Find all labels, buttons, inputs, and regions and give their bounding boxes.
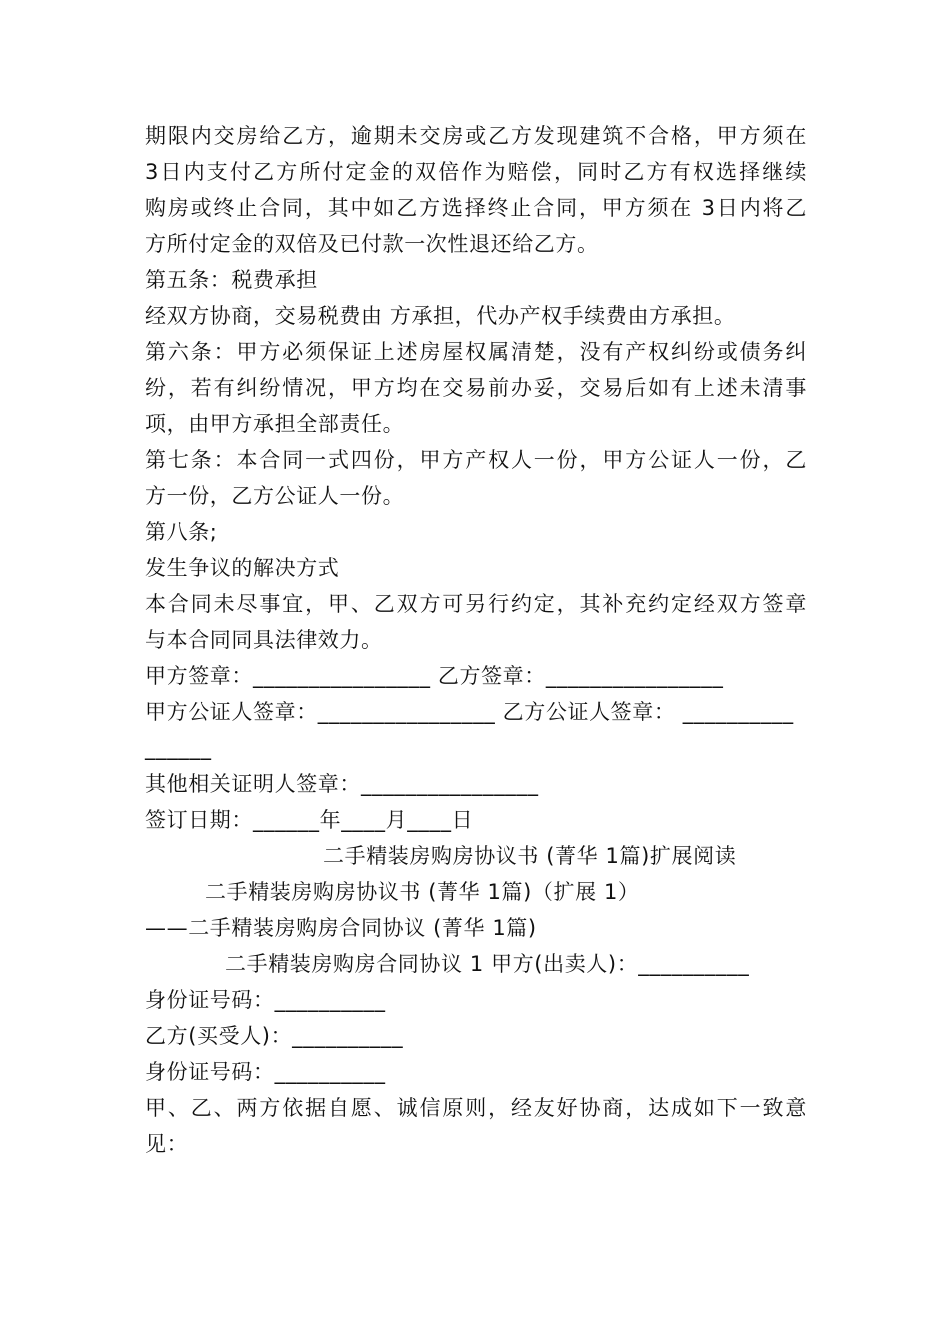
article-6-line: 纷，若有纠纷情况，甲方均在交易前办妥，交易后如有上述未清事 <box>145 376 807 400</box>
paragraph-line: 3日内支付乙方所付定金的双倍作为赔偿，同时乙方有权选择继续 <box>145 160 807 184</box>
article-6-line: 第六条：甲方必须保证上述房屋权属清楚，没有产权纠纷或债务纠 <box>145 340 807 364</box>
article-5-title: 第五条：税费承担 <box>145 268 318 292</box>
signature-line-parties: 甲方签章：________________ 乙方签章：________________ <box>145 664 724 688</box>
sign-date-line: 签订日期：______年____月____日 <box>145 808 474 832</box>
paragraph-line: 方所付定金的双倍及已付款一次性退还给乙方。 <box>145 232 599 256</box>
extension-title: ——二手精装房购房合同协议 (菁华 1篇) <box>145 916 537 940</box>
id-number-line: 身份证号码：__________ <box>145 1060 386 1084</box>
extension-heading: 二手精装房购房协议书 (菁华 1篇)扩展阅读 <box>323 844 737 868</box>
article-8-line: 本合同未尽事宜，甲、乙双方可另行约定，其补充约定经双方签章 <box>145 592 807 616</box>
paragraph-line: 期限内交房给乙方，逾期未交房或乙方发现建筑不合格，甲方须在 <box>145 124 807 148</box>
signature-line-continued: ______ <box>145 736 212 760</box>
contract-heading: 二手精装房购房合同协议 1 甲方(出卖人)：__________ <box>225 952 750 976</box>
article-7-line: 方一份，乙方公证人一份。 <box>145 484 405 508</box>
id-number-line: 身份证号码：__________ <box>145 988 386 1012</box>
article-6-line: 项，由甲方承担全部责任。 <box>145 412 405 436</box>
extension-subheading: 二手精装房购房协议书 (菁华 1篇)（扩展 1） <box>205 880 640 904</box>
article-8-title: 第八条; <box>145 520 218 544</box>
article-5-body: 经双方协商，交易税费由 方承担，代办产权手续费由方承担。 <box>145 304 736 328</box>
article-7-line: 第七条：本合同一式四份，甲方产权人一份，甲方公证人一份，乙 <box>145 448 807 472</box>
article-8-subtitle: 发生争议的解决方式 <box>145 556 340 580</box>
signature-line-witness: 其他相关证明人签章：________________ <box>145 772 539 796</box>
article-8-line: 与本合同同具法律效力。 <box>145 628 383 652</box>
party-b-line: 乙方(买受人)：__________ <box>145 1024 404 1048</box>
signature-line-notaries: 甲方公证人签章：________________ 乙方公证人签章： __________ <box>145 700 794 724</box>
agreement-line: 见： <box>145 1132 189 1156</box>
paragraph-line: 购房或终止合同，其中如乙方选择终止合同，甲方须在 3日内将乙 <box>145 196 807 220</box>
agreement-line: 甲、乙、两方依据自愿、诚信原则，经友好协商，达成如下一致意 <box>145 1096 807 1120</box>
